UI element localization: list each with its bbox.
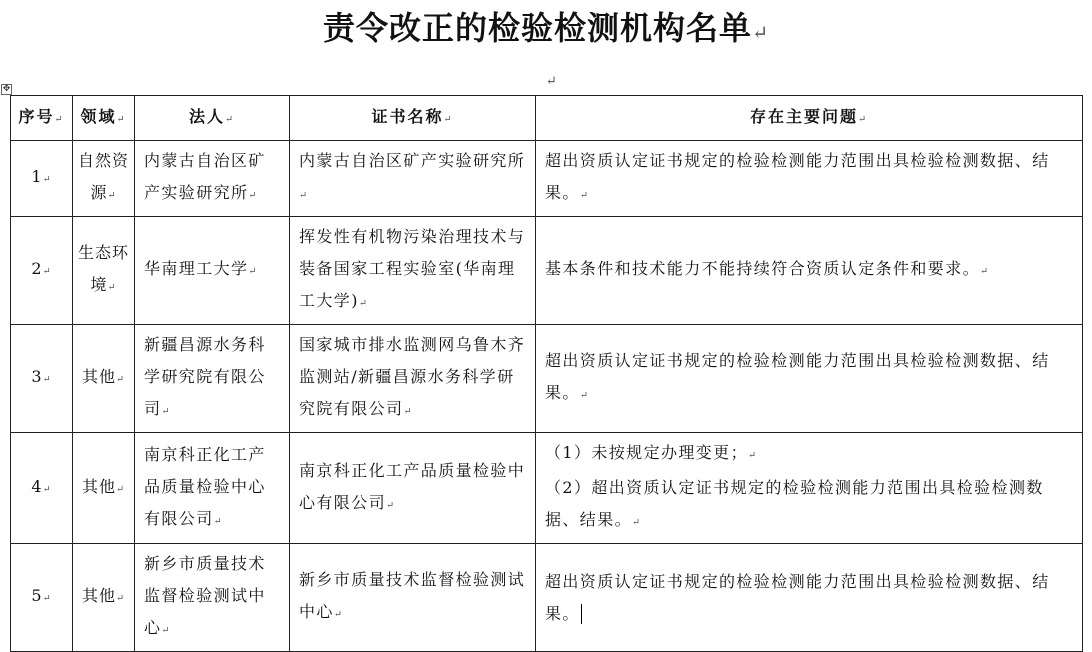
paragraph-mark-icon: ↵ [54, 113, 65, 125]
row-legal-person: 内蒙古自治区矿产实验研究所↵ [135, 141, 290, 217]
paragraph-mark-icon: ↵ [980, 266, 990, 277]
table-row [11, 325, 1083, 433]
issue-line: （2）超出资质认定证书规定的检验检测能力范围出具检验检测数据、结果。↵ [545, 478, 1044, 529]
table-row [11, 141, 1083, 217]
row-field: 自然资源↵ [73, 141, 135, 217]
paragraph-mark-icon: ↵ [107, 190, 117, 201]
row-issue: 超出资质认定证书规定的检验检测能力范围出具检验检测数据、结果。↵ [536, 141, 1083, 217]
row-legal-person: 新疆昌源水务科学研究院有限公司↵ [135, 325, 290, 433]
issue-line: （1）未按规定办理变更；↵ [545, 443, 758, 462]
table-row [11, 217, 1083, 325]
paragraph-mark-icon: ↵ [161, 406, 171, 417]
row-legal-person: 南京科正化工产品质量检验中心有限公司↵ [135, 433, 290, 544]
paragraph-mark-icon: ↵ [115, 374, 126, 385]
table-header-row [11, 96, 1083, 141]
row-field: 其他↵ [73, 325, 135, 433]
row-number: 3↵ [11, 325, 73, 433]
row-certificate: 内蒙古自治区矿产实验研究所↵ [290, 141, 536, 217]
row-number: 1↵ [11, 141, 73, 217]
row-certificate: 南京科正化工产品质量检验中心有限公司↵ [290, 433, 536, 544]
table-row [11, 544, 1083, 652]
row-field: 其他↵ [73, 544, 135, 652]
row-issue: 基本条件和技术能力不能持续符合资质认定条件和要求。↵ [536, 217, 1083, 325]
row-legal-person: 新乡市质量技术监督检验测试中心↵ [135, 544, 290, 652]
row-field: 其他↵ [73, 433, 135, 544]
row-certificate: 挥发性有机物污染治理技术与装备国家工程实验室(华南理工大学)↵ [290, 217, 536, 325]
table-row [11, 433, 1083, 544]
paragraph-mark-icon: ↵ [42, 174, 52, 185]
paragraph-mark-icon: ↵ [224, 113, 236, 125]
paragraph-mark-icon: ↵ [115, 483, 126, 495]
paragraph-mark-icon: ↵ [857, 113, 869, 125]
row-field: 生态环境↵ [73, 217, 135, 325]
paragraph-mark-icon: ↵ [579, 190, 590, 201]
row-legal-person: 华南理工大学↵ [135, 217, 290, 325]
paragraph-mark-icon: ↵ [248, 190, 258, 201]
paragraph-mark-icon: ↵ [42, 374, 52, 385]
paragraph-mark-icon: ↵ [632, 517, 642, 528]
paragraph-mark-icon: ↵ [403, 406, 413, 417]
row-number: 4↵ [11, 433, 73, 544]
table-move-handle-icon[interactable]: ✥ [2, 84, 11, 94]
paragraph-mark-icon: ↵ [107, 282, 117, 293]
header-certificate: 证书名称↵ [290, 96, 536, 141]
paragraph-mark-icon: ↵ [579, 390, 590, 401]
row-issue [536, 433, 1083, 544]
institution-table [10, 95, 1083, 652]
header-no: 序号↵ [11, 96, 73, 141]
paragraph-mark-icon: ↵ [299, 190, 309, 201]
row-number: 5↵ [11, 544, 73, 652]
paragraph-mark-icon: ↵ [42, 483, 52, 495]
paragraph-mark-icon: ↵ [443, 113, 454, 125]
paragraph-mark-icon: ↵ [116, 113, 127, 125]
paragraph-mark-icon: ↵ [115, 593, 126, 604]
row-issue: 超出资质认定证书规定的检验检测能力范围出具检验检测数据、结果。↵ [536, 325, 1083, 433]
paragraph-mark-icon: ↵ [161, 625, 171, 636]
text-cursor [581, 604, 582, 624]
paragraph-mark-icon: ↵ [248, 266, 258, 277]
paragraph-mark-icon: ↵ [751, 21, 770, 44]
header-issue: 存在主要问题↵ [536, 96, 1083, 141]
paragraph-mark-icon: ↵ [333, 609, 344, 620]
paragraph-mark-icon: ↵ [747, 450, 758, 461]
paragraph-mark-icon: ↵ [386, 499, 396, 511]
header-field: 领域↵ [73, 96, 135, 141]
row-certificate: 新乡市质量技术监督检验测试中心↵ [290, 544, 536, 652]
paragraph-mark-icon: ↵ [213, 515, 224, 527]
header-legal-person: 法人↵ [135, 96, 290, 141]
row-certificate: 国家城市排水监测网乌鲁木齐监测站/新疆昌源水务科学研究院有限公司↵ [290, 325, 536, 433]
document-title: 责令改正的检验检测机构名单↵ [322, 9, 770, 47]
paragraph-mark-icon: ↵ [42, 266, 52, 277]
row-issue[interactable]: 超出资质认定证书规定的检验检测能力范围出具检验检测数据、结果。 [536, 544, 1083, 652]
paragraph-mark-icon: ↵ [546, 74, 557, 89]
paragraph-mark-icon: ↵ [42, 593, 52, 604]
paragraph-mark-icon: ↵ [358, 298, 369, 309]
row-number: 2↵ [11, 217, 73, 325]
